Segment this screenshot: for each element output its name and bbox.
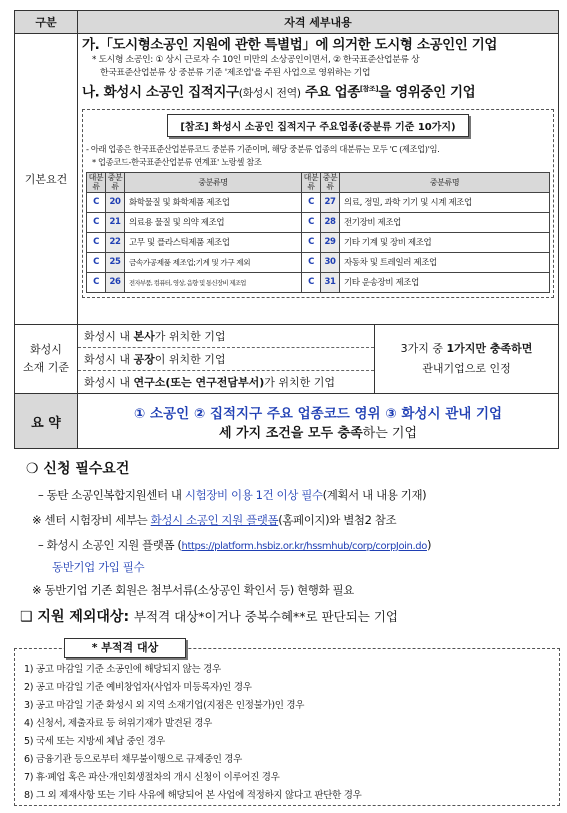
summary-label: 요 약 (15, 394, 78, 449)
requirement-ga-note-2: 한국표준산업분류 상 중분류 기준 '제조업'을 주된 사업으로 영위하는 기업 (100, 68, 371, 78)
reference-note-2: * 업종코드-한국표준산업분류 연계표' 노랑셀 참조 (92, 156, 262, 167)
ineligible-title: * 부적격 대상 (64, 638, 186, 658)
col-header-category: 구분 (15, 11, 78, 34)
code-row: C 22 고무 및 플라스틱제품 제조업 C 29 기타 기계 및 장비 제조업 (87, 232, 550, 252)
location-condition: 3가지 중 1가지만 충족하면 관내기업으로 인정 (375, 325, 559, 394)
code-col-mid: 중분류 (106, 172, 125, 192)
reference-title: [참조] 화성시 소공인 집적지구 주요업종(중분류 기준 10가지) (167, 114, 469, 137)
basic-requirements-label: 기본요건 (15, 34, 78, 325)
requirement-ga: 가.「도시형소공인 지원에 관한 특별법」에 의거한 도시형 소공인인 기업 (82, 37, 497, 53)
qualification-table (14, 10, 559, 449)
industry-code-table (86, 172, 550, 293)
platform-url-link[interactable]: https://platform.hsbiz.or.kr/hssmhub/corp/corpJoin.do (181, 541, 427, 552)
col-header-details: 자격 세부내용 (78, 11, 559, 34)
summary-text: ① 소공인 ② 집적지구 주요 업종코드 영위 ③ 화성시 관내 기업 세 가지 조건을 모두 충족하는 기업 (78, 394, 559, 449)
platform-link[interactable]: 화성시 소공인 지원 플랫폼 (150, 513, 279, 527)
basic-requirements-cell (78, 34, 559, 325)
code-col-name: 중분류명 (340, 172, 550, 192)
required-heading: ❍ 신청 필수요건 (26, 461, 130, 477)
required-bullet-3-line2: 동반기업 가입 필수 (52, 560, 145, 574)
code-col-major: 대분류 (302, 172, 321, 192)
ineligible-item: 2) 공고 마감일 기준 예비창업자(사업자 미등록자)인 경우 (24, 682, 252, 693)
required-bullet-3: – 화성시 소공인 지원 플랫폼 (https://platform.hsbiz.or.kr/hssmhub/corp/corpJoin.do) (38, 538, 432, 552)
reference-note-1: - 아래 업종은 한국표준산업분류코드 중분류 기준이며, 해당 중분류 업종의 대분류는 모두 'C (제조업)'임. (86, 143, 440, 154)
ineligible-item: 4) 신청서, 제출자료 등 허위기재가 발견된 경우 (24, 718, 212, 729)
code-row: C 26 전자부품, 컴퓨터, 영상, 음향 및 통신장비 제조업 C 31 기타 운송장비 제조업 (87, 272, 550, 292)
required-bullet-4: ※ 동반기업 기존 회원은 첨부서류(소상공인 확인서 등) 현행화 필요 (32, 583, 354, 597)
requirement-na: 나. 화성시 소공인 집적지구(화성시 전역) 주요 업종[참조]을 영위중인 기업 (82, 84, 476, 101)
ineligible-item: 5) 국세 또는 지방세 체납 중인 경우 (24, 736, 165, 747)
code-col-mid: 중분류 (321, 172, 340, 192)
location-row-lab: 화성시 내 연구소(또는 연구전담부서)가 위치한 기업 (78, 371, 375, 394)
code-row: C 21 의료용 물질 및 의약 제조업 C 28 전기장비 제조업 (87, 212, 550, 232)
ineligible-item: 8) 그 외 제재사항 또는 기타 사유에 해당되어 본 사업에 적정하지 않다고 판단한 경우 (24, 790, 362, 801)
ineligible-item: 7) 휴·폐업 혹은 파산·개인회생절차의 개시 신청이 이루어진 경우 (24, 772, 280, 783)
location-row-factory: 화성시 내 공장이 위치한 기업 (78, 348, 375, 371)
required-bullet-1: – 동탄 소공인복합지원센터 내 시험장비 이용 1건 이상 필수(계획서 내 내용 기재) (38, 488, 427, 502)
code-row: C 25 금속가공제품 제조업;기계 및 가구 제외 C 30 자동차 및 트레일러 제조업 (87, 252, 550, 272)
ineligible-item: 6) 금융기관 등으로부터 채무불이행으로 규제중인 경우 (24, 754, 243, 765)
ineligible-item: 1) 공고 마감일 기준 소공인에 해당되지 않는 경우 (24, 664, 221, 675)
code-col-major: 대분류 (87, 172, 106, 192)
code-col-name: 중분류명 (125, 172, 302, 192)
code-row: C 20 화학물질 및 화학제품 제조업 C 27 의료, 정밀, 과학 기기 및 시계 제조업 (87, 192, 550, 212)
ineligible-item: 3) 공고 마감일 기준 화성시 외 지역 소재기업(지점은 인정불가)인 경우 (24, 700, 305, 711)
exclusion-heading: ❑ 지원 제외대상: 부적격 대상*이거나 중복수혜**로 판단되는 기업 (20, 609, 398, 625)
required-bullet-2: ※ 센터 시험장비 세부는 화성시 소공인 지원 플랫폼(홈페이지)와 별첨2 참조 (32, 513, 397, 527)
location-criteria-label: 화성시 소재 기준 (15, 325, 78, 394)
reference-box (82, 109, 554, 298)
requirement-ga-note-1: * 도시형 소공인: ① 상시 근로자 수 10인 미만의 소상공인이면서, ② 한국표준산업분류 상 (92, 55, 420, 65)
location-row-hq: 화성시 내 본사가 위치한 기업 (78, 325, 375, 348)
